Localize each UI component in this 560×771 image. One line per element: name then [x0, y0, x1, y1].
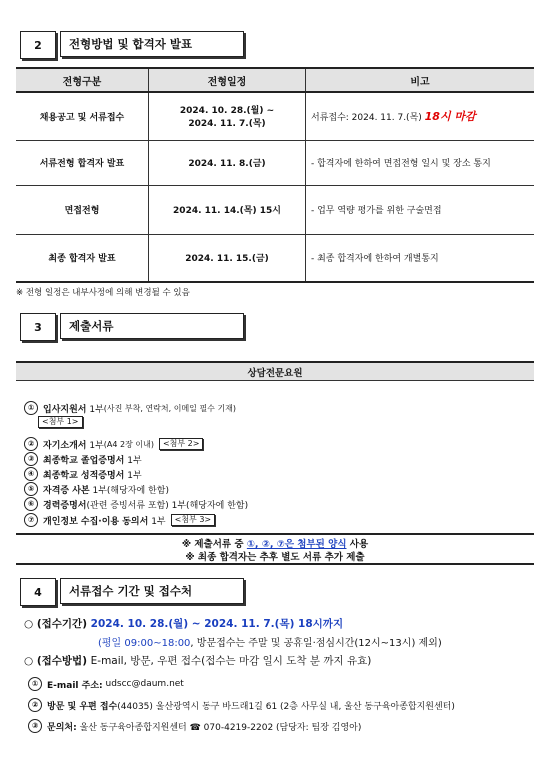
table-row: [16, 234, 534, 282]
item-name: 자격증 사본: [43, 485, 90, 496]
period-line: [24, 616, 343, 631]
item-name: 최종학교 성적증명서: [43, 470, 125, 481]
item-detail: 1부: [89, 440, 104, 451]
weekday-hours: (평일 09:00~18:00: [98, 638, 191, 649]
item-number: ③: [24, 452, 38, 466]
schedule-footnote: ※ 전형 일정은 내부사정에 의해 변경될 수 있음: [16, 288, 190, 298]
list-item: [24, 497, 248, 511]
contact-address: [28, 698, 455, 712]
list-item: [24, 482, 169, 496]
divider: [16, 563, 534, 565]
contact-inquiry: [28, 719, 361, 733]
period-value: 2024. 10. 28.(월) ~ 2024. 11. 7.(목) 18시까지: [90, 618, 344, 630]
item-name: 자기소개서: [43, 440, 87, 451]
note-cell: - 업무 역량 평가를 위한 구술면접: [306, 185, 535, 234]
deadline-text: 18시 마감: [424, 110, 476, 124]
attachment-tag-row: [38, 416, 83, 428]
item-name: 최종학교 졸업증명서: [43, 455, 125, 466]
period-subnote: [98, 634, 442, 649]
stage-cell: 최종 합격자 발표: [16, 234, 149, 282]
note-cell: - 최종 합격자에 한하여 개별통지: [306, 234, 535, 282]
schedule-table: [16, 67, 534, 283]
item-number: ⑤: [24, 482, 38, 496]
table-header: 전형일정: [149, 68, 306, 92]
date-line: 2024. 11. 7.(목): [188, 119, 266, 130]
stage-cell: 채용공고 및 서류접수: [16, 92, 149, 140]
list-item: [24, 437, 203, 451]
date-cell: [149, 92, 306, 140]
item-detail: 1부: [89, 404, 104, 415]
documents-box: [16, 361, 534, 563]
date-cell: 2024. 11. 14.(목) 15시: [149, 185, 306, 234]
final-note: ※ 최종 합격자는 추후 별도 서류 추가 제출: [185, 552, 365, 563]
table-row: [16, 92, 534, 140]
item-name: 경력증명서: [43, 500, 87, 511]
address-text: (44035) 울산광역시 동구 바드래1길 61 (2층 사무실 내, 울산 동구육아종합지원센터): [117, 701, 455, 712]
attachment-tag: <첨부 2>: [159, 438, 204, 450]
item-detail: 1부: [127, 470, 142, 481]
item-detail: 1부(해당자에 한함): [92, 485, 169, 496]
section-title: 전형방법 및 합격자 발표: [60, 31, 244, 57]
list-item: [24, 467, 142, 481]
section-number: 4: [20, 578, 56, 606]
item-note: (A4 2장 이내): [103, 439, 154, 449]
note-cell: [306, 92, 535, 140]
item-number: ⑥: [24, 497, 38, 511]
stage-cell: 서류전형 합격자 발표: [16, 140, 149, 185]
section-title: 제출서류: [60, 313, 244, 339]
method-value: E-mail, 방문, 우편 접수(접수는 마감 일시 도착 분 까지 유효): [90, 655, 372, 667]
table-row: [16, 185, 534, 234]
note-text: ※ 제출서류 중: [181, 539, 247, 550]
divider: [16, 534, 534, 535]
list-item: [24, 452, 142, 466]
note-highlight: ①, ②, ⑦은 첨부된 양식: [246, 539, 347, 550]
item-detail: (관련 증빙서류 포함) 1부(해당자에 한함): [86, 500, 249, 511]
item-number: ⑦: [24, 513, 38, 527]
method-label: ○ (접수방법): [24, 655, 91, 667]
note-text: 사용: [346, 539, 369, 550]
date-line: 2024. 10. 28.(월) ~: [179, 106, 275, 117]
note-cell: - 합격자에 한하여 면접전형 일시 및 장소 통지: [306, 140, 535, 185]
item-note: (사진 부착, 연락처, 이메일 필수 기재): [103, 403, 237, 413]
section-number: 3: [20, 313, 56, 341]
item-number: ②: [24, 437, 38, 451]
item-number: ①: [24, 401, 38, 415]
submission-note: [16, 536, 534, 550]
inquiry-text: 울산 동구육아종합지원센터 ☎ 070-4219-2202 (담당자: 팀장 김영아): [79, 722, 362, 733]
item-number: ③: [28, 719, 42, 733]
list-item: [24, 401, 236, 415]
list-item: [24, 513, 215, 527]
stage-cell: 면접전형: [16, 185, 149, 234]
item-detail: 1부: [127, 455, 142, 466]
method-line: [24, 653, 371, 668]
contact-label: 방문 및 우편 접수: [47, 701, 118, 712]
contact-email: [28, 677, 184, 691]
date-cell: 2024. 11. 8.(금): [149, 140, 306, 185]
contact-label: E-mail 주소:: [47, 680, 103, 691]
table-header: 전형구분: [16, 68, 149, 92]
item-number: ①: [28, 677, 42, 691]
contact-label: 문의처:: [47, 722, 77, 733]
item-number: ④: [24, 467, 38, 481]
section-number: 2: [20, 31, 56, 59]
attachment-tag: <첨부 1>: [38, 416, 83, 428]
table-header: 비고: [306, 68, 535, 92]
exclusion-note: , 방문접수는 주말 및 공휴일·점심시간(12시~13시) 제외): [190, 638, 442, 649]
item-number: ②: [28, 698, 42, 712]
period-label: ○ (접수기간): [24, 618, 91, 630]
note-text: 서류접수: 2024. 11. 7.(목): [311, 113, 425, 124]
email-address: udscc@daum.net: [105, 679, 184, 689]
date-cell: 2024. 11. 15.(금): [149, 234, 306, 282]
attachment-tag: <첨부 3>: [171, 514, 216, 526]
documents-header: 상담전문요원: [16, 361, 534, 381]
table-row: [16, 140, 534, 185]
item-detail: 1부: [151, 516, 166, 527]
item-name: 개인정보 수집·이용 동의서: [43, 516, 149, 527]
item-name: 입사지원서: [43, 404, 87, 415]
section-title: 서류접수 기간 및 접수처: [60, 578, 244, 604]
